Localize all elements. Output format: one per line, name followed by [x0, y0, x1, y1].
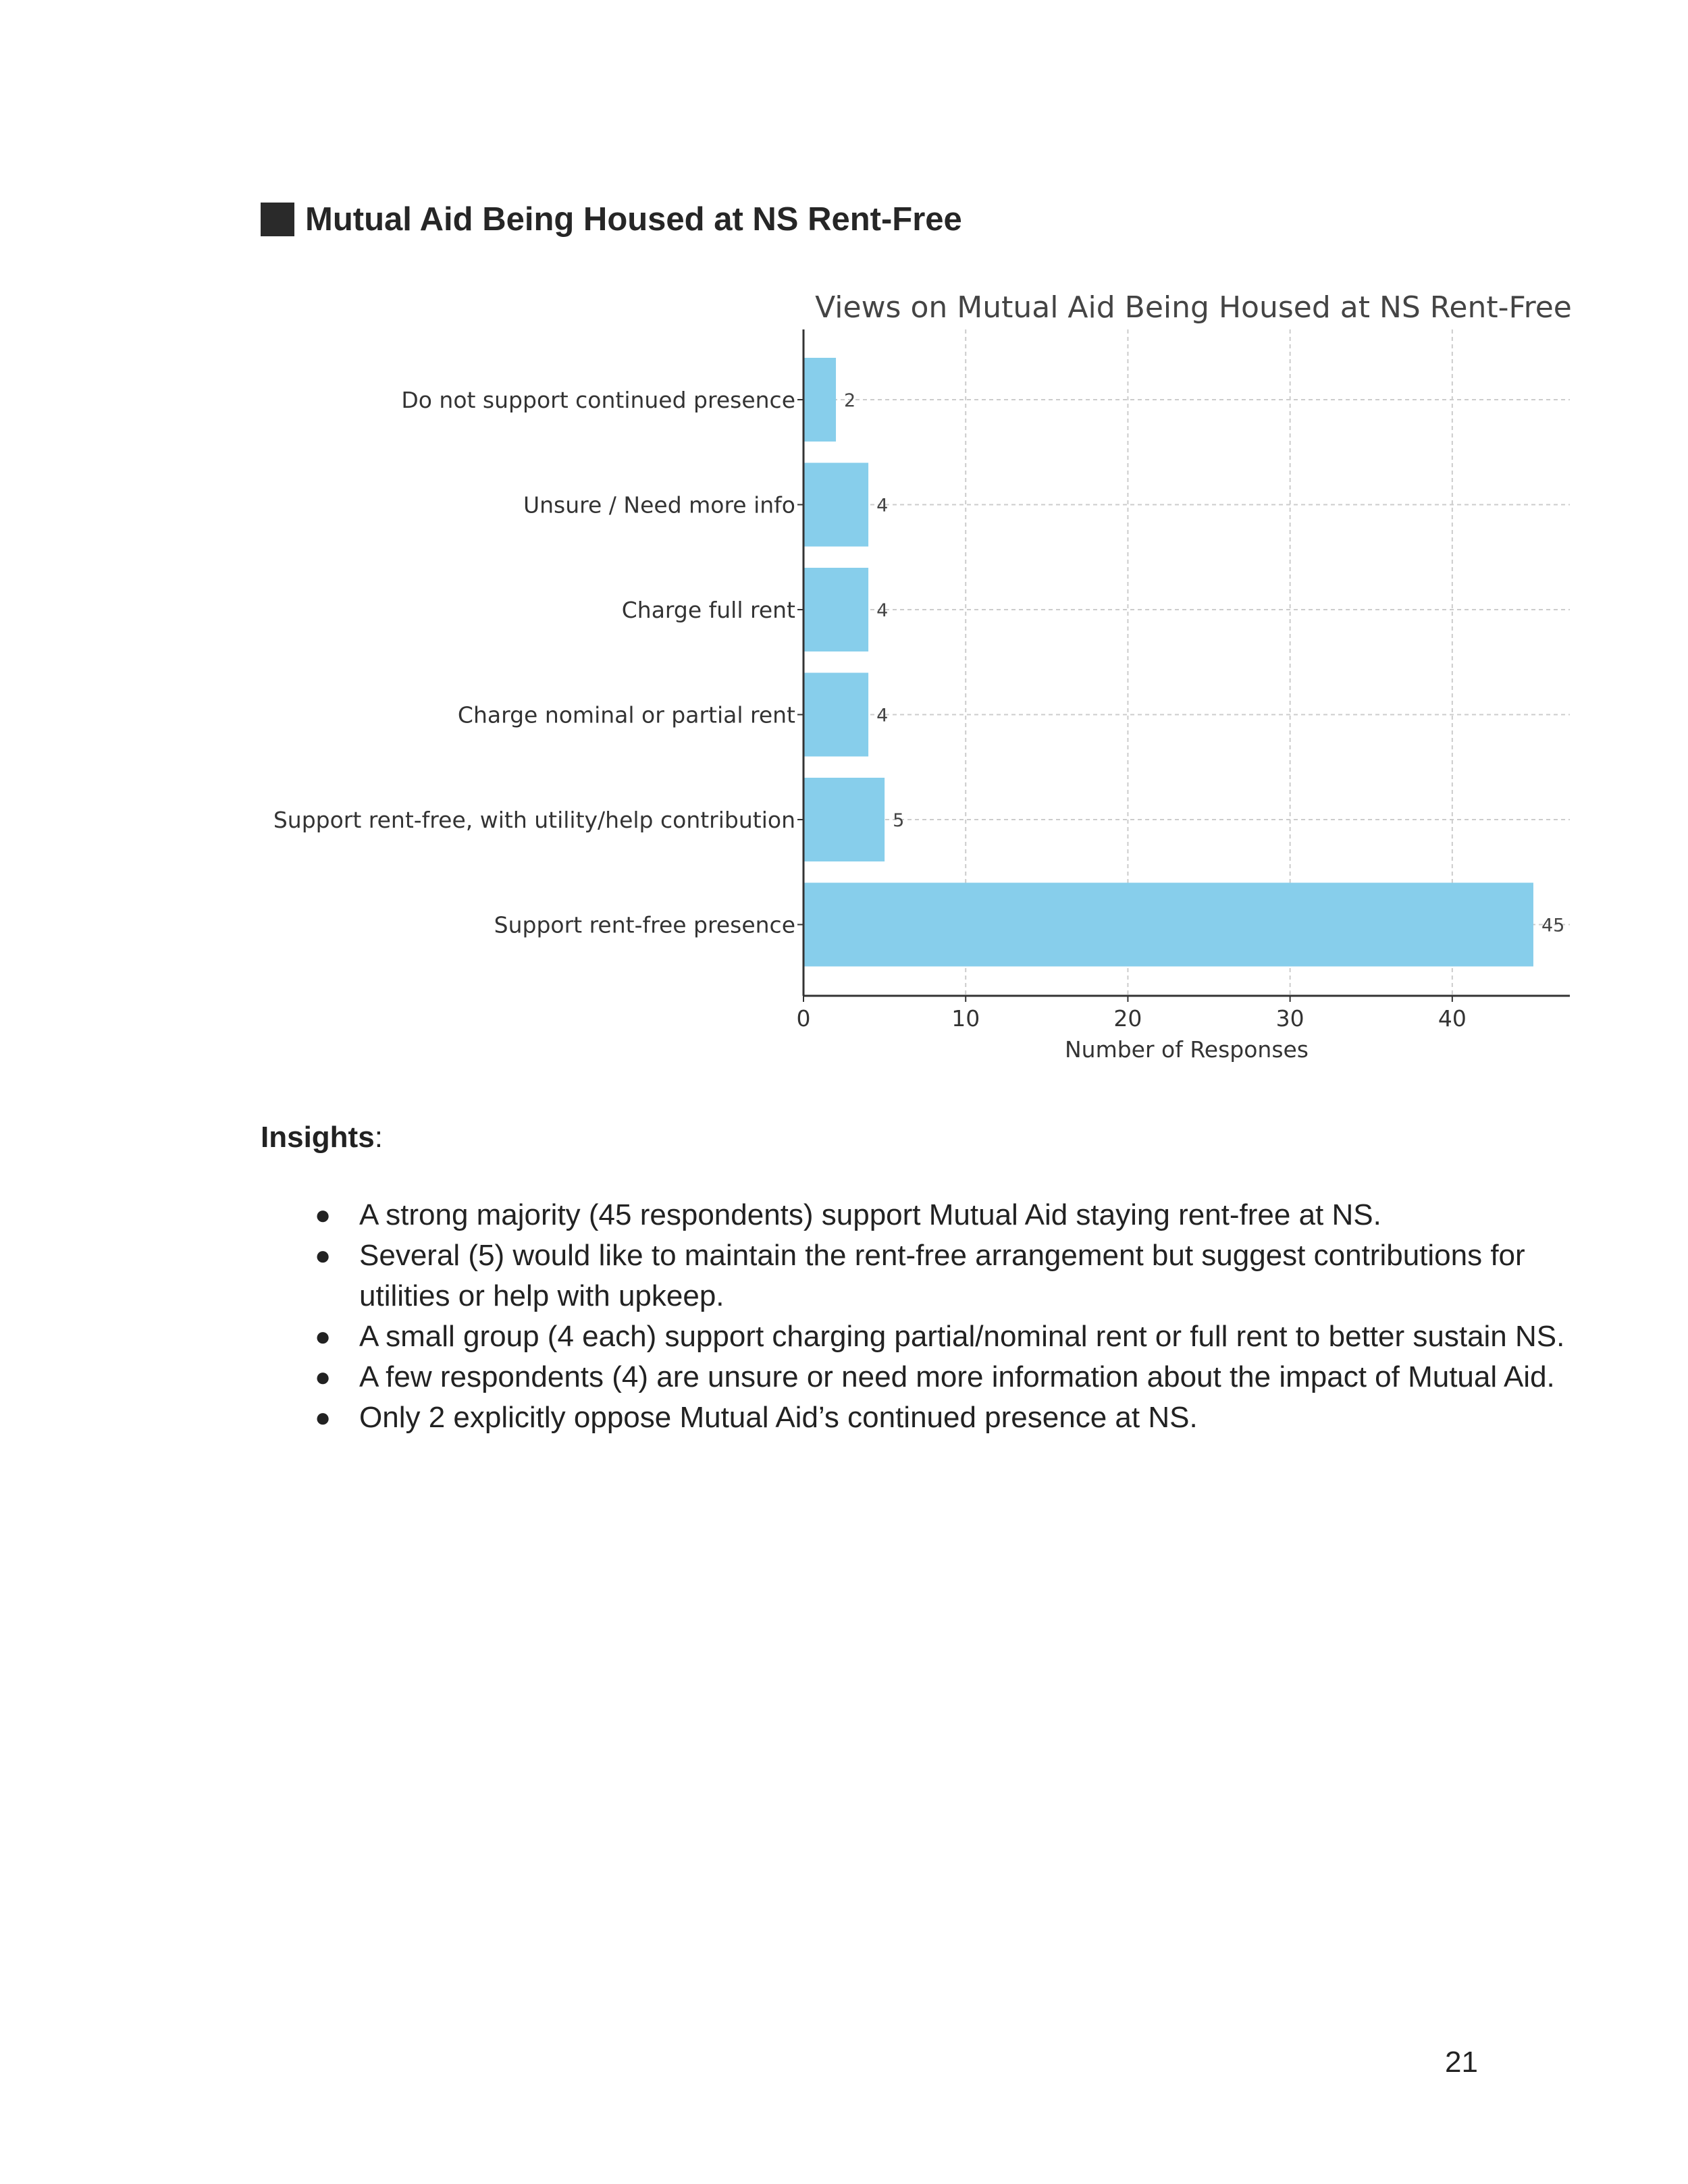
insight-item: [311, 1235, 1593, 1316]
bar: [803, 673, 868, 757]
bar: [803, 778, 885, 861]
data-label: 2: [844, 390, 856, 411]
insight-item: [311, 1195, 1593, 1235]
insight-text: Only 2 explicitly oppose Mutual Aid’s continued presence at NS.: [359, 1401, 1198, 1434]
insight-text: Several (5) would like to maintain the rent-free arrangement but suggest contributions for utilities or help with upkeep.: [359, 1239, 1525, 1312]
data-label: 4: [876, 600, 889, 621]
data-label: 5: [893, 810, 905, 831]
x-tick-label: 20: [1113, 1005, 1142, 1032]
data-label: 4: [876, 495, 889, 516]
insight-text: A small group (4 each) support charging partial/nominal rent or full rent to better sustain NS.: [359, 1320, 1565, 1353]
bullet-icon: ●: [315, 1403, 332, 1433]
x-tick-label: 10: [951, 1005, 980, 1032]
insight-item: [311, 1357, 1593, 1397]
data-label: 45: [1541, 915, 1565, 936]
data-label: 4: [876, 705, 889, 726]
y-tick-label: Do not support continued presence: [401, 387, 795, 413]
page-number: 21: [1445, 2046, 1478, 2079]
insights-heading-colon: :: [374, 1121, 383, 1154]
insights-list: [311, 1195, 1593, 1438]
y-tick-label: Support rent-free, with utility/help contribution: [273, 807, 795, 833]
insights-heading: [261, 1121, 383, 1154]
bullet-icon: ●: [315, 1322, 332, 1352]
y-tick-label: Charge full rent: [621, 597, 795, 623]
bar: [803, 463, 868, 547]
y-tick-label: Unsure / Need more info: [523, 491, 795, 518]
x-tick-label: 40: [1438, 1005, 1467, 1032]
y-tick-label: Support rent-free presence: [494, 911, 795, 938]
insight-item: [311, 1397, 1593, 1438]
x-axis-label: Number of Responses: [1064, 1036, 1309, 1063]
insight-text: A strong majority (45 respondents) support Mutual Aid staying rent-free at NS.: [359, 1198, 1381, 1231]
bullet-icon: ●: [315, 1362, 332, 1392]
chart-title: Views on Mutual Aid Being Housed at NS Rent-Free: [815, 290, 1572, 325]
bullet-icon: ●: [315, 1200, 332, 1230]
bar: [803, 883, 1533, 967]
bullet-icon: ●: [315, 1241, 332, 1271]
chart-bars: [803, 358, 1533, 967]
insight-item: [311, 1316, 1593, 1357]
bar: [803, 358, 836, 442]
x-tick-label: 0: [796, 1005, 811, 1032]
y-tick-label: Charge nominal or partial rent: [457, 701, 795, 728]
x-tick-label: 30: [1275, 1005, 1304, 1032]
insight-text: A few respondents (4) are unsure or need more information about the impact of Mutual Aid.: [359, 1360, 1555, 1393]
insights-heading-label: Insights: [261, 1121, 375, 1154]
section-title: Mutual Aid Being Housed at NS Rent-Free: [305, 201, 962, 238]
bar: [803, 568, 868, 651]
